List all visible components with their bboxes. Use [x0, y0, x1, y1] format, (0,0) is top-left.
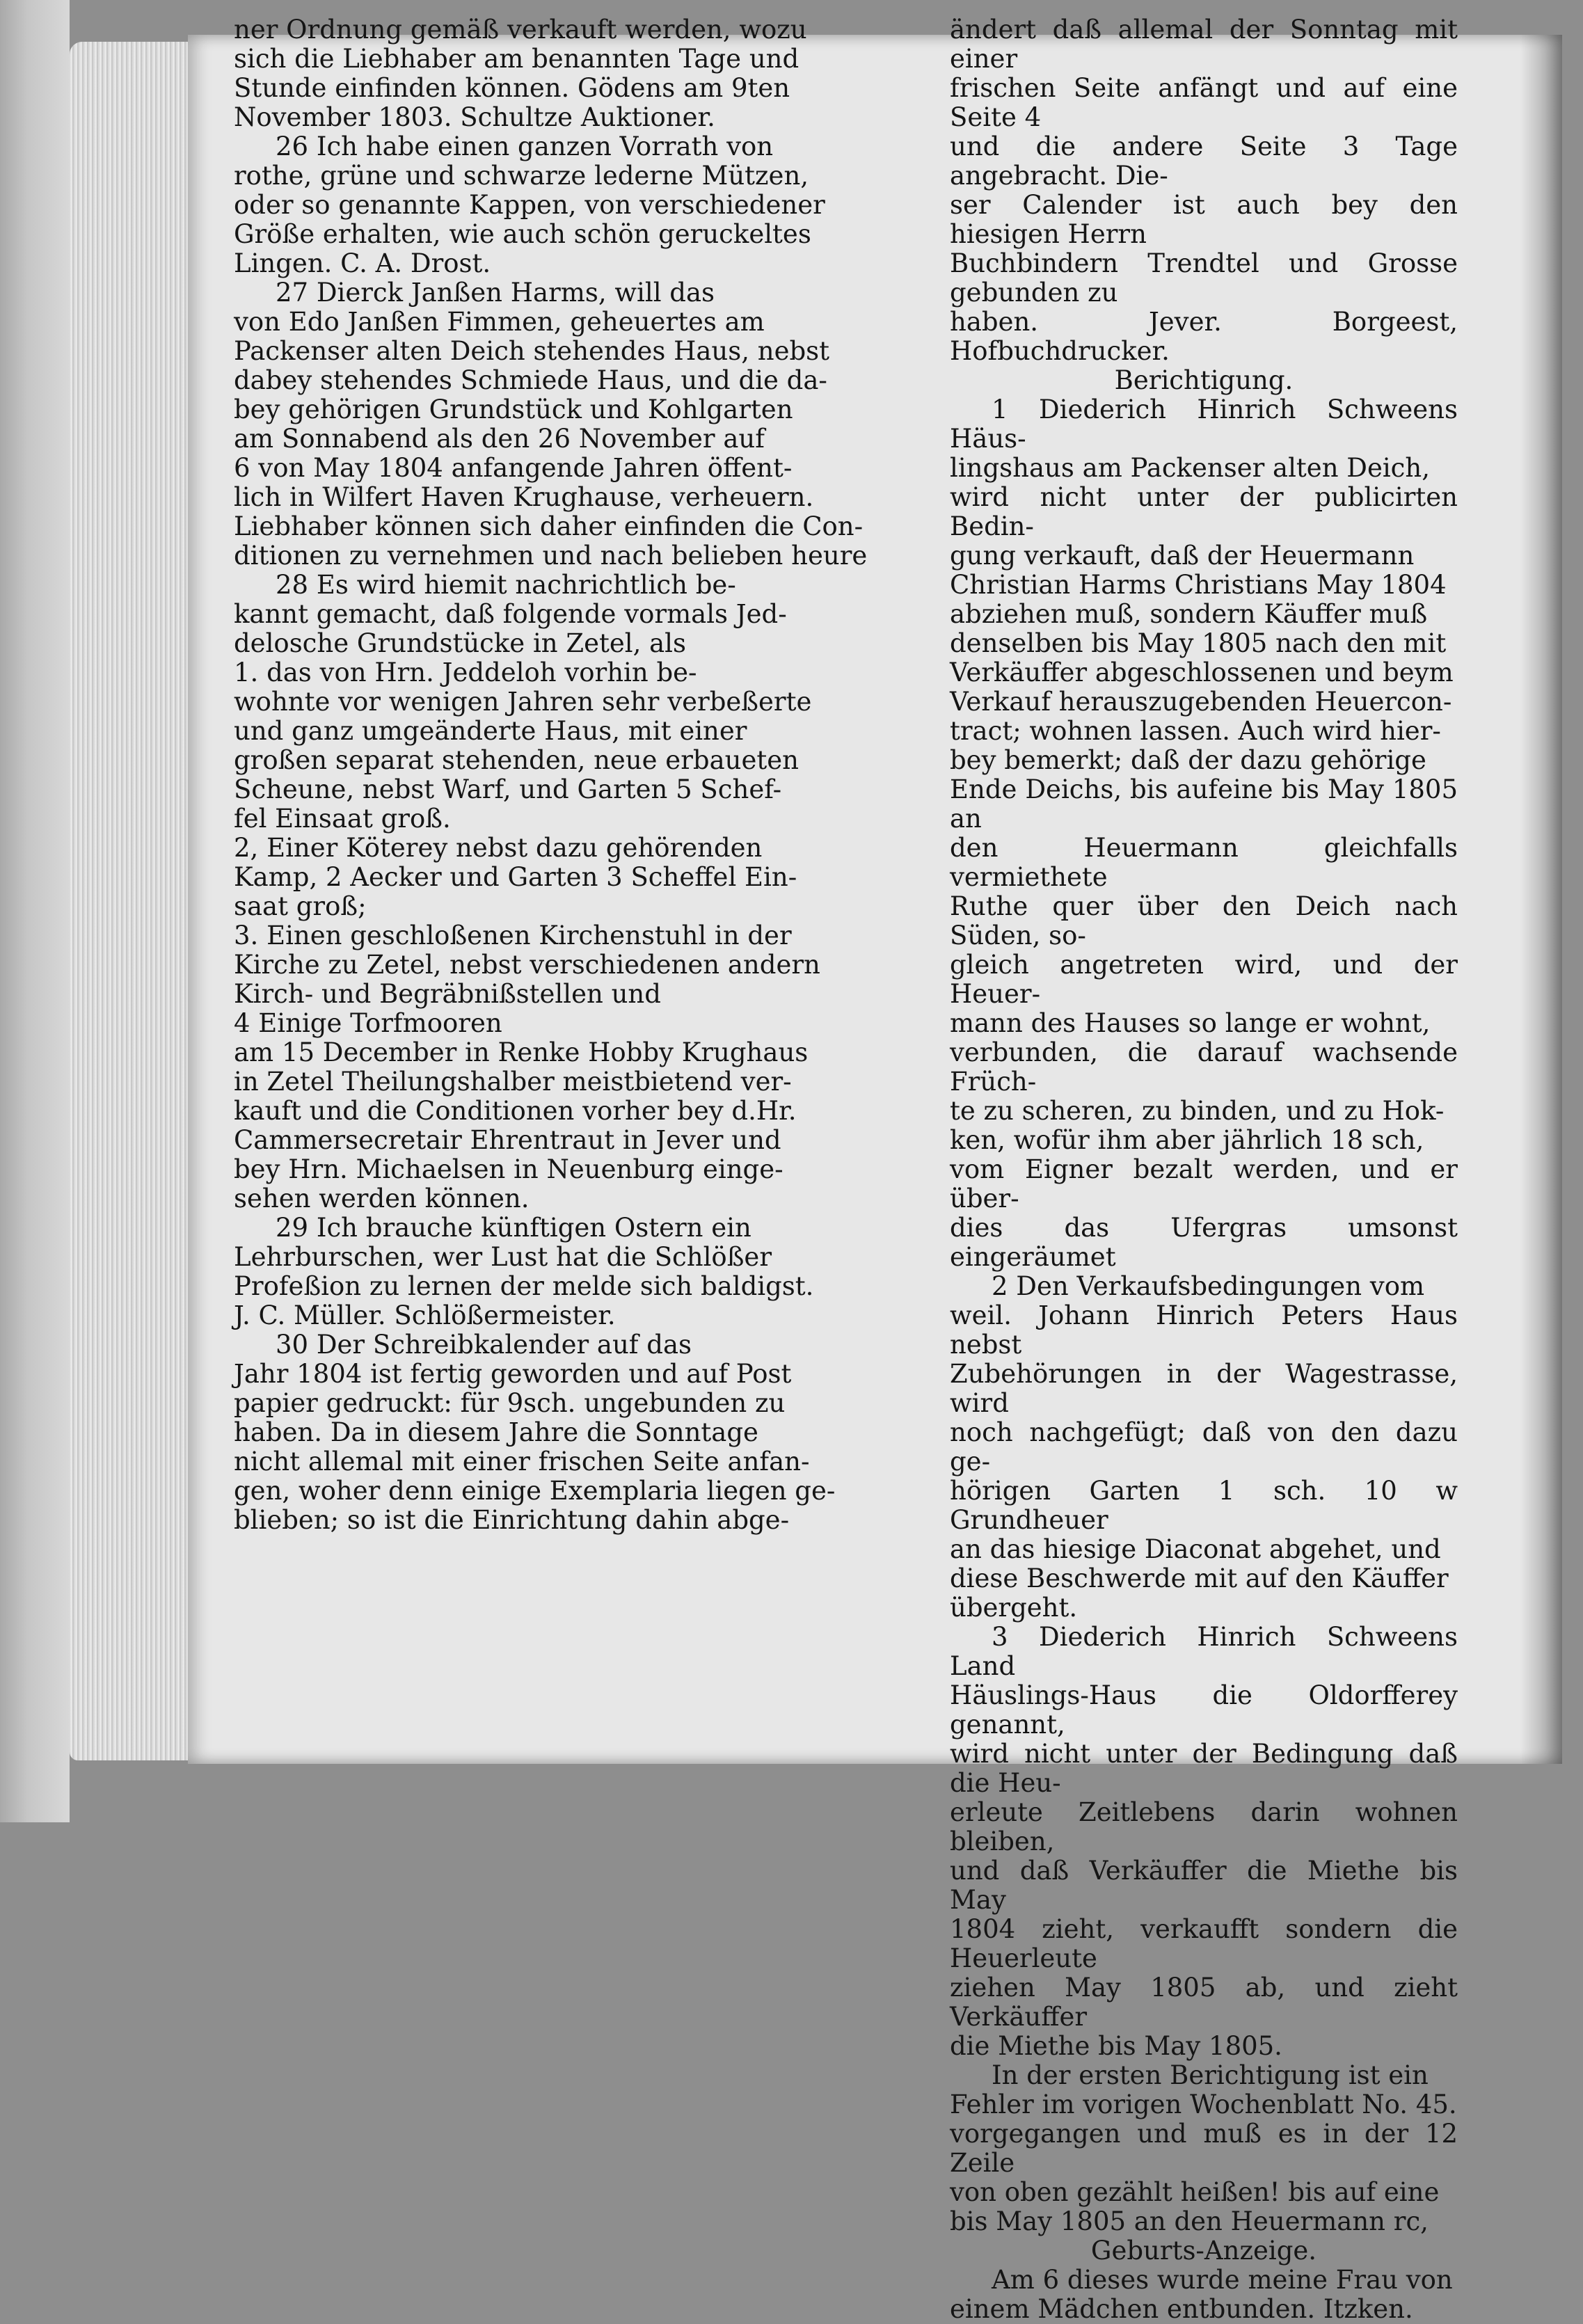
text-line: haben. Da in diesem Jahre die Sonntage: [234, 1417, 758, 1447]
text-line: am Sonnabend als den 26 November auf: [234, 424, 765, 454]
text-line: hörigen Garten 1 sch. 10 w Grundheuer: [950, 1476, 1458, 1535]
text-line: Häuslings-Haus die Oldorfferey genannt,: [950, 1680, 1458, 1740]
text-line: In der ersten Berichtigung ist ein: [992, 2060, 1429, 2090]
text-line: ziehen May 1805 ab, und zieht Verkäuffer: [950, 1973, 1458, 2032]
text-line: Lehrburschen, wer Lust hat die Schlößer: [234, 1242, 772, 1272]
text-line: bis May 1805 an den Heuermann rc,: [950, 2206, 1429, 2236]
text-line: von oben gezählt heißen! bis auf eine: [950, 2177, 1440, 2207]
text-line: oder so genannte Kappen, von verschiedener: [234, 190, 825, 220]
text-line: ser Calender ist auch bey den hiesigen Herrn: [950, 190, 1458, 249]
text-line: bey bemerkt; daß der dazu gehörige: [950, 745, 1426, 775]
text-line: 3. Einen geschloßenen Kirchenstuhl in der: [234, 921, 792, 950]
text-line: 3 Diederich Hinrich Schweens Land: [950, 1622, 1458, 1681]
text-line: diese Beschwerde mit auf den Käuffer: [950, 1563, 1449, 1593]
text-line: delosche Grundstücke in Zetel, als: [234, 628, 686, 658]
text-line: einem Mädchen entbunden. Itzken.: [950, 2294, 1413, 2324]
text-line: dies das Ufergras umsonst eingeräumet: [950, 1213, 1458, 1272]
text-line: Christian Harms Christians May 1804: [950, 570, 1447, 600]
gutter-shadow: [1520, 35, 1562, 1764]
text-line: tract; wohnen lassen. Auch wird hier-: [950, 716, 1441, 746]
text-line: bey gehörigen Grundstück und Kohlgarten: [234, 395, 793, 424]
text-line: 2, Einer Köterey nebst dazu gehörenden: [234, 833, 763, 863]
text-line: nicht allemal mit einer frischen Seite anfan-: [234, 1447, 810, 1477]
text-line: wohnte vor wenigen Jahren sehr verbeßerte: [234, 687, 812, 717]
text-line: ken, wofür ihm aber jährlich 18 sch,: [950, 1125, 1424, 1155]
text-line: in Zetel Theilungshalber meistbietend ver-: [234, 1067, 792, 1097]
text-line: abziehen muß, sondern Käuffer muß: [950, 599, 1428, 629]
text-line: Jahr 1804 ist fertig geworden und auf Post: [234, 1359, 792, 1389]
text-line: papier gedruckt: für 9sch. ungebunden zu: [234, 1388, 786, 1418]
text-line: 6 von May 1804 anfangende Jahren öffent-: [234, 453, 793, 483]
text-line: dabey stehendes Schmiede Haus, und die da-: [234, 365, 827, 395]
text-line: fel Einsaat groß.: [234, 804, 451, 834]
text-line: J. C. Müller. Schlößermeister.: [234, 1300, 616, 1330]
text-line: verbunden, die darauf wachsende Früch-: [950, 1037, 1458, 1097]
text-line: 30 Der Schreibkalender auf das: [276, 1330, 692, 1360]
page-stack: [70, 42, 202, 1760]
text-line: 28 Es wird hiemit nachrichtlich be-: [276, 570, 736, 600]
text-line: lingshaus am Packenser alten Deich,: [950, 453, 1430, 483]
text-line: blieben; so ist die Einrichtung dahin abge-: [234, 1505, 790, 1535]
text-line: ändert daß allemal der Sonntag mit einer: [950, 15, 1458, 74]
text-line: von Edo Janßen Fimmen, geheuertes am: [234, 307, 765, 337]
text-line: November 1803. Schultze Auktioner.: [234, 102, 715, 132]
text-line: Berichtigung.: [1114, 365, 1294, 395]
text-line: Buchbindern Trendtel und Grosse gebunden zu: [950, 248, 1458, 308]
text-line: 29 Ich brauche künftigen Ostern ein: [276, 1213, 751, 1243]
text-line: lich in Wilfert Haven Krughause, verheuern.: [234, 482, 814, 512]
text-line: Ruthe quer über den Deich nach Süden, so-: [950, 891, 1458, 950]
text-line: te zu scheren, zu binden, und zu Hok-: [950, 1096, 1445, 1126]
text-line: Scheune, nebst Warf, und Garten 5 Schef-: [234, 774, 782, 804]
text-line: weil. Johann Hinrich Peters Haus nebst: [950, 1300, 1458, 1360]
text-line: mann des Hauses so lange er wohnt,: [950, 1008, 1431, 1038]
text-line: wird nicht unter der Bedingung daß die Heu-: [950, 1739, 1458, 1798]
text-line: Packenser alten Deich stehendes Haus, nebst: [234, 336, 830, 366]
text-line: und die andere Seite 3 Tage angebracht. Die-: [950, 132, 1458, 191]
text-line: und daß Verkäuffer die Miethe bis May: [950, 1856, 1458, 1915]
text-line: Verkäuffer abgeschlossenen und beym: [950, 658, 1454, 687]
text-line: gen, woher denn einige Exemplaria liegen ge-: [234, 1476, 836, 1506]
text-line: ditionen zu vernehmen und nach belieben heure: [234, 541, 868, 571]
text-line: und ganz umgeänderte Haus, mit einer: [234, 716, 747, 746]
text-line: 1. das von Hrn. Jeddeloh vorhin be-: [234, 658, 697, 687]
book-fore-edge: [0, 0, 70, 1822]
text-line: 1 Diederich Hinrich Schweens Häus-: [950, 395, 1458, 454]
left-column: [234, 15, 912, 1535]
text-line: bey Hrn. Michaelsen in Neuenburg einge-: [234, 1154, 783, 1184]
text-line: 2 Den Verkaufsbedingungen vom: [992, 1271, 1425, 1301]
text-line: Lingen. C. A. Drost.: [234, 248, 491, 278]
text-line: noch nachgefügt; daß von den dazu ge-: [950, 1417, 1458, 1477]
text-line: Zubehörungen in der Wagestrasse, wird: [950, 1359, 1458, 1418]
text-line: wird nicht unter der publicirten Bedin-: [950, 482, 1458, 541]
text-line: gleich angetreten wird, und der Heuer-: [950, 950, 1458, 1009]
text-line: saat groß;: [234, 891, 367, 921]
text-line: Kirche zu Zetel, nebst verschiedenen andern: [234, 950, 820, 980]
text-line: sehen werden können.: [234, 1184, 530, 1213]
text-line: die Miethe bis May 1805.: [950, 2031, 1282, 2061]
text-line: Fehler im vorigen Wochenblatt No. 45.: [950, 2090, 1457, 2119]
text-line: Verkauf herauszugebenden Heuercon-: [950, 687, 1452, 717]
text-line: 27 Dierck Janßen Harms, will das: [276, 278, 715, 308]
text-line: Ende Deichs, bis aufeine bis May 1805 an: [950, 774, 1458, 834]
text-line: kauft und die Conditionen vorher bey d.Hr.: [234, 1096, 797, 1126]
text-line: 26 Ich habe einen ganzen Vorrath von: [276, 132, 774, 161]
text-line: Geburts-Anzeige.: [1090, 2236, 1317, 2266]
right-column: [950, 15, 1458, 2324]
text-line: an das hiesige Diaconat abgehet, und: [950, 1534, 1441, 1564]
text-line: erleute Zeitlebens darin wohnen bleiben,: [950, 1797, 1458, 1856]
text-line: großen separat stehenden, neue erbaueten: [234, 745, 799, 775]
text-line: Liebhaber können sich daher einfinden die Con-: [234, 511, 864, 541]
text-line: Cammersecretair Ehrentraut in Jever und: [234, 1125, 781, 1155]
text-line: frischen Seite anfängt und auf eine Seite 4: [950, 73, 1458, 132]
text-line: Kamp, 2 Aecker und Garten 3 Scheffel Ein-: [234, 862, 797, 892]
text-line: haben. Jever. Borgeest, Hofbuchdrucker.: [950, 307, 1458, 366]
text-line: am 15 December in Renke Hobby Krughaus: [234, 1037, 809, 1067]
text-line: 4 Einige Torfmooren: [234, 1008, 502, 1038]
text-line: Kirch- und Begräbnißstellen und: [234, 979, 661, 1009]
text-line: rothe, grüne und schwarze lederne Mützen,: [234, 161, 809, 191]
text-line: ner Ordnung gemäß verkauft werden, wozu: [234, 15, 807, 45]
text-line: Stunde einfinden können. Gödens am 9ten: [234, 73, 790, 103]
text-line: gung verkauft, daß der Heuermann: [950, 541, 1415, 571]
text-line: vorgegangen und muß es in der 12 Zeile: [950, 2119, 1458, 2178]
text-line: kannt gemacht, daß folgende vormals Jed-: [234, 599, 787, 629]
text-line: sich die Liebhaber am benannten Tage und: [234, 44, 800, 74]
text-line: Profeßion zu lernen der melde sich baldigst.: [234, 1271, 814, 1301]
text-line: vom Eigner bezalt werden, und er über-: [950, 1154, 1458, 1213]
text-line: Am 6 dieses wurde meine Frau von: [992, 2265, 1453, 2295]
text-line: denselben bis May 1805 nach den mit: [950, 628, 1447, 658]
text-line: 1804 zieht, verkaufft sondern die Heuerleute: [950, 1914, 1458, 1973]
text-line: den Heuermann gleichfalls vermiethete: [950, 833, 1458, 892]
text-line: Größe erhalten, wie auch schön geruckeltes: [234, 219, 811, 249]
text-line: übergeht.: [950, 1593, 1078, 1623]
